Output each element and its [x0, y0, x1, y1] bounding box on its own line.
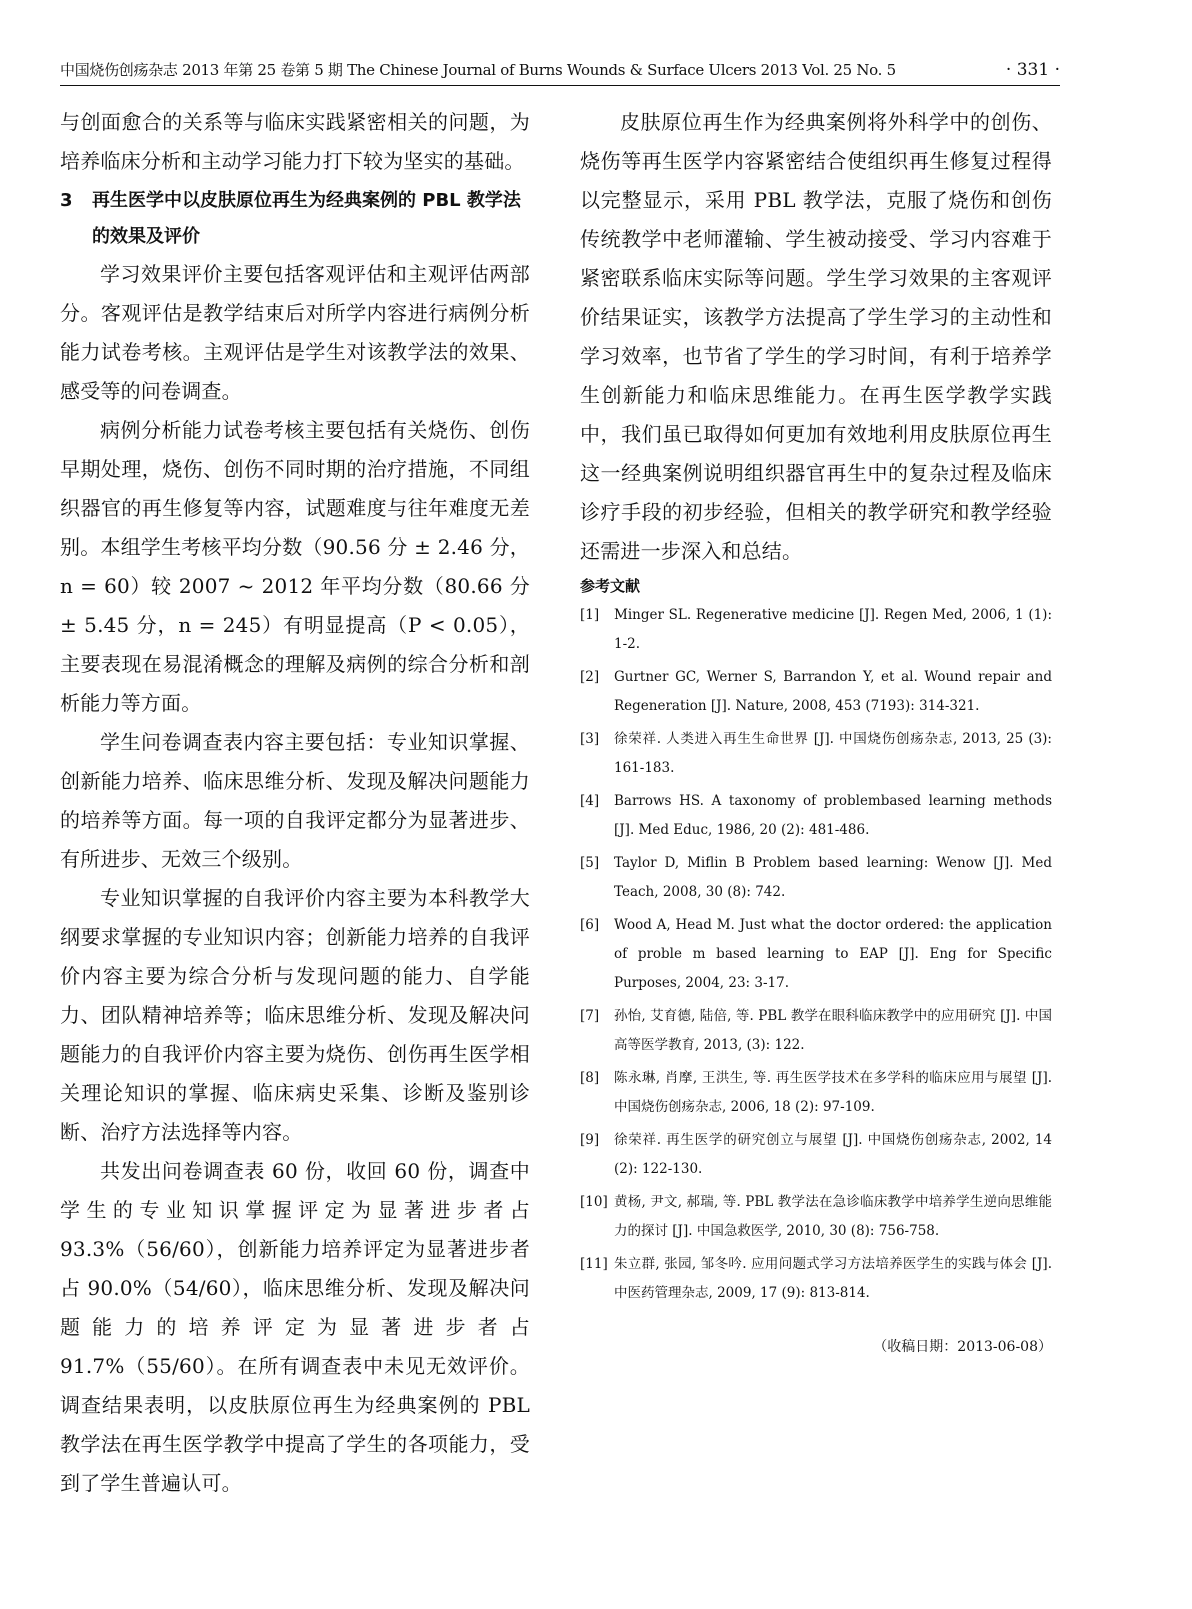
references-list [580, 601, 1052, 1308]
reference-item [580, 725, 1052, 783]
reference-text: 徐荣祥. 再生医学的研究创立与展望 [J]. 中国烧伤创疡杂志, 2002, 14 (2): 122-130. [614, 1132, 1052, 1177]
running-header [60, 57, 1060, 86]
reference-item [580, 787, 1052, 845]
reference-item [580, 1064, 1052, 1122]
reference-number: [8] [580, 1070, 600, 1086]
reference-text: Gurtner GC, Werner S, Barrandon Y, et al. Wound repair and Regeneration [J]. Nature, 2008, 453 (7193): 314-321. [614, 669, 1052, 714]
page-number: · 331 · [1005, 60, 1060, 80]
left-column [60, 103, 530, 1503]
paragraph: 学生问卷调查表内容主要包括：专业知识掌握、创新能力培养、临床思维分析、发现及解决问题能力的培养等方面。每一项的自我评定都分为显著进步、有所进步、无效三个级别。 [60, 730, 530, 871]
reference-text: 徐荣祥. 人类进入再生生命世界 [J]. 中国烧伤创疡杂志, 2013, 25 (3): 161-183. [614, 731, 1052, 776]
reference-text: 朱立群, 张园, 邹冬吟. 应用问题式学习方法培养医学生的实践与体会 [J]. 中医药管理杂志, 2009, 17 (9): 813-814. [614, 1256, 1052, 1301]
reference-text: Minger SL. Regenerative medicine [J]. Regen Med, 2006, 1 (1): 1-2. [614, 607, 1052, 652]
reference-number: [3] [580, 731, 600, 747]
right-column [580, 103, 1052, 1362]
reference-number: [11] [580, 1256, 608, 1272]
reference-item [580, 1002, 1052, 1060]
reference-item [580, 663, 1052, 721]
section-heading [60, 183, 530, 255]
reference-number: [7] [580, 1008, 600, 1024]
reference-number: [10] [580, 1194, 608, 1210]
reference-text: 黄杨, 尹文, 郝瑞, 等. PBL 教学法在急诊临床教学中培养学生逆向思维能力的探讨 [J]. 中国急救医学, 2010, 30 (8): 756-758. [614, 1194, 1052, 1239]
reference-text: 孙怡, 艾育德, 陆倍, 等. PBL 教学在眼科临床教学中的应用研究 [J]. 中国高等医学教育, 2013, (3): 122. [614, 1008, 1052, 1053]
section-number: 3 [60, 190, 73, 211]
reference-item [580, 601, 1052, 659]
paragraph: 病例分析能力试卷考核主要包括有关烧伤、创伤早期处理，烧伤、创伤不同时期的治疗措施，不同组织器官的再生修复等内容，试题难度与往年难度无差别。本组学生考核平均分数（90.56 分 ± 2.46 分，n = 60）较 2007 ~ 2012 年平均分数（80.66 分 ± 5.45 分，n = 245）有明显提高（P < 0.05），主要表现在易混淆概念的理解及病例的综合分析和剖析能力等方面。 [60, 418, 530, 715]
reference-item [580, 1250, 1052, 1308]
paragraph: 与创面愈合的关系等与临床实践紧密相关的问题，为培养临床分析和主动学习能力打下较为坚实的基础。 [60, 110, 530, 173]
paragraph: 共发出问卷调查表 60 份，收回 60 份，调查中学生的专业知识掌握评定为显著进步者占 93.3%（56/60），创新能力培养评定为显著进步者占 90.0%（54/60），临床思维分析、发现及解决问题能力的培养评定为显著进步者占 91.7%（55/60）。在所有调查表中未见无效评价。调查结果表明，以皮肤原位再生为经典案例的 PBL 教学法在再生医学教学中提高了学生的各项能力，受到了学生普遍认可。 [60, 1159, 530, 1495]
reference-text: Taylor D, Miflin B Problem based learning: Wenow [J]. Med Teach, 2008, 30 (8): 742. [614, 855, 1052, 900]
reference-number: [2] [580, 669, 600, 685]
reference-number: [4] [580, 793, 600, 809]
journal-info: 中国烧伤创疡杂志 2013 年第 25 卷第 5 期 The Chinese Journal of Burns Wounds & Surface Ulcers 2013 Vol. 25 No. 5 [60, 61, 896, 79]
reference-item [580, 911, 1052, 998]
reference-item [580, 1126, 1052, 1184]
reference-number: [1] [580, 607, 600, 623]
received-date: （收稿日期：2013-06-08） [873, 1339, 1052, 1355]
paragraph: 皮肤原位再生作为经典案例将外科学中的创伤、烧伤等再生医学内容紧密结合使组织再生修复过程得以完整显示，采用 PBL 教学法，克服了烧伤和创伤传统教学中老师灌输、学生被动接受、学习内容难于紧密联系临床实际等问题。学生学习效果的主客观评价结果证实，该教学方法提高了学生学习的主动性和学习效率，也节省了学生的学习时间，有利于培养学生创新能力和临床思维能力。在再生医学教学实践中，我们虽已取得如何更加有效地利用皮肤原位再生这一经典案例说明组织器官再生中的复杂过程及临床诊疗手段的初步经验，但相关的教学研究和教学经验还需进一步深入和总结。 [580, 110, 1052, 563]
reference-number: [6] [580, 917, 600, 933]
reference-number: [9] [580, 1132, 600, 1148]
reference-item [580, 1188, 1052, 1246]
reference-text: 陈永琳, 肖摩, 王洪生, 等. 再生医学技术在多学科的临床应用与展望 [J]. 中国烧伤创疡杂志, 2006, 18 (2): 97-109. [614, 1070, 1052, 1115]
reference-item [580, 849, 1052, 907]
reference-text: Barrows HS. A taxonomy of problembased learning methods [J]. Med Educ, 1986, 20 (2): 481-486. [614, 793, 1052, 838]
paragraph: 专业知识掌握的自我评价内容主要为本科教学大纲要求掌握的专业知识内容；创新能力培养的自我评价内容主要为综合分析与发现问题的能力、自学能力、团队精神培养等；临床思维分析、发现及解决问题能力的自我评价内容主要为烧伤、创伤再生医学相关理论知识的掌握、临床病史采集、诊断及鉴别诊断、治疗方法选择等内容。 [60, 886, 530, 1144]
paragraph: 学习效果评价主要包括客观评估和主观评估两部分。客观评估是教学结束后对所学内容进行病例分析能力试卷考核。主观评估是学生对该教学法的效果、感受等的问卷调查。 [60, 262, 530, 403]
references-title: 参考文献 [580, 577, 641, 595]
reference-number: [5] [580, 855, 600, 871]
section-title: 再生医学中以皮肤原位再生为经典案例的 PBL 教学法的效果及评价 [92, 190, 521, 247]
reference-text: Wood A, Head M. Just what the doctor ordered: the application of proble m based learning to EAP [J]. Eng for Specific Purposes, 2004, 23: 3-17. [614, 917, 1052, 991]
